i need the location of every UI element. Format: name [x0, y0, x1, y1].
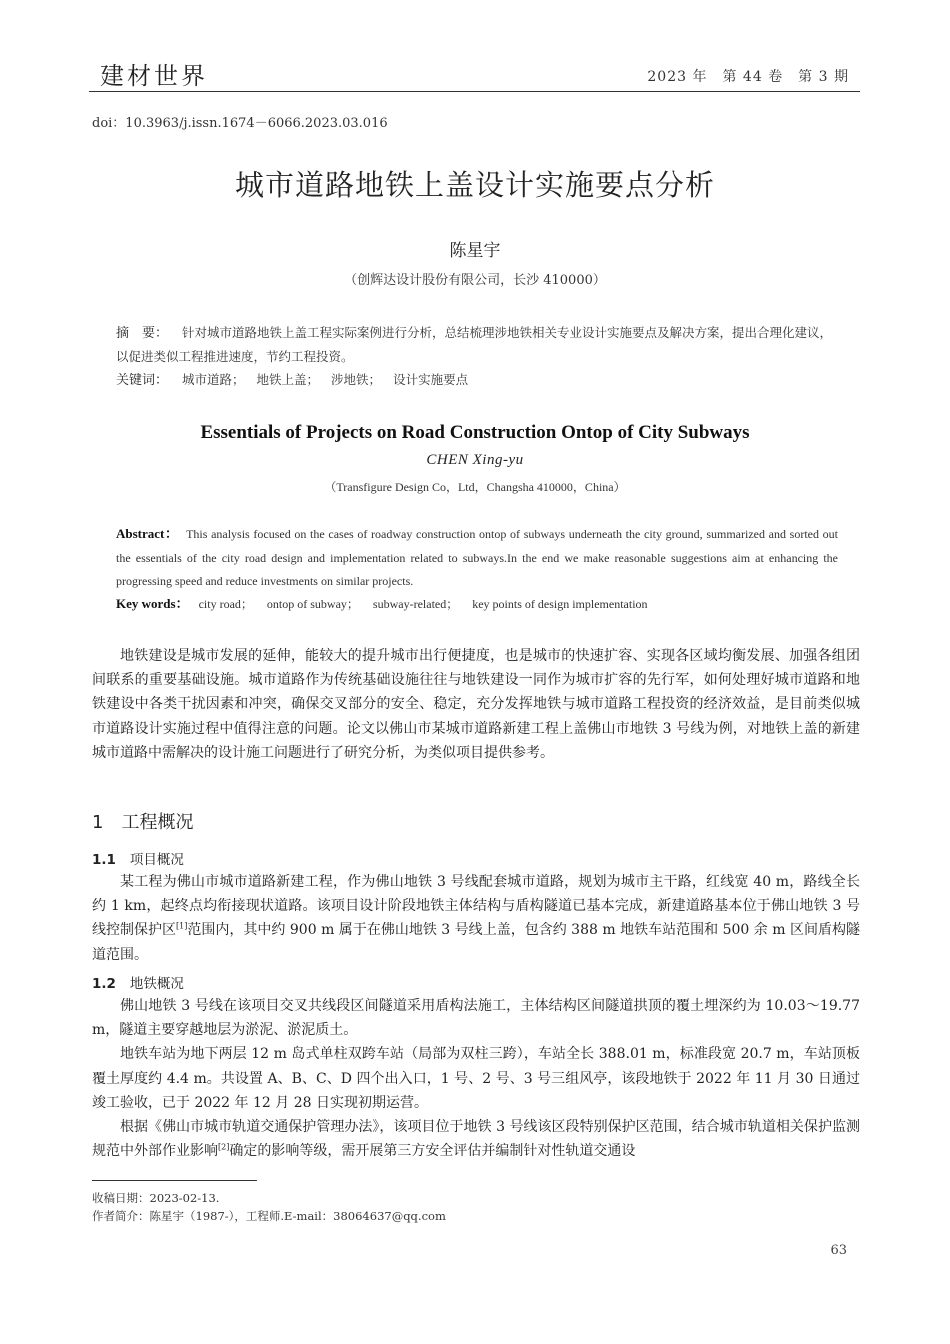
author-en: CHEN Xing-yu	[426, 452, 524, 468]
section-title: 工程概况	[121, 812, 194, 833]
paragraph: 根据《佛山市城市轨道交通保护管理办法》，该项目位于地铁 3 号线该区段特别保护区范围，结合城市轨道相关保护监测规范中外部作业影响[2]确定的影响等级，需开展第三方安全评估并编制针对性轨道交通设	[92, 1119, 860, 1160]
intro-paragraph: 地铁建设是城市发展的延伸，能较大的提升城市出行便捷度，也是城市的快速扩容、实现各区域均衡发展、加强各组团间联系的重要基础设施。城市道路作为传统基础设施往往与地铁建设一同作为城市扩容的先行军，如何处理好城市道路和地铁建设中各类干扰因素和冲突，确保交叉部分的安全、稳定，充分发挥地铁与城市道路工程投资的经济效益，是目前类似城市道路设计实施过程中值得注意的问题。论文以佛山市某城市道路新建工程上盖佛山市地铁 3 号线为例，对地铁上盖的新建城市道路中需解决的设计施工问题进行了研究分析，为类似项目提供参考。	[92, 648, 860, 761]
doi: doi：10.3963/j.issn.1674－6066.2023.03.016	[92, 116, 388, 131]
paragraph-1-1: 某工程为佛山市城市道路新建工程，作为佛山地铁 3 号线配套城市道路，规划为城市主干路，红线宽 40 m，路线全长约 1 km，起终点均衔接现状道路。该项目设计阶段地铁主体结构与盾构隧道已基本完成，新建道路基本位于佛山地铁 3 号线控制保护区[1]范围内，其中约 900 m 属于在佛山地铁 3 号线上盖，包含约 388 m 地铁车站范围和 500 余 m 区间盾构隧道范围。	[92, 874, 860, 963]
subsection-title: 地铁概况	[129, 976, 184, 992]
subsection-number: 1.2	[92, 976, 116, 992]
abstract-cn	[116, 321, 840, 368]
paragraphs-1-2	[92, 994, 860, 1163]
author-cn: 陈星宇	[449, 241, 501, 261]
subsection-title: 项目概况	[129, 852, 184, 868]
page-number: 63	[830, 1243, 847, 1258]
subsection-heading	[92, 848, 184, 868]
keyword-cn: 城市道路；	[182, 372, 245, 387]
keyword-cn: 地铁上盖；	[256, 372, 320, 387]
paragraph: 地铁车站为地下两层 12 m 岛式单柱双跨车站（局部为双柱三跨），车站全长 388.01 m，标准段宽 20.7 m，车站顶板覆土厚度约 4.4 m。共设置 A、B、C、D 四个出入口，1 号、2 号、3 号三组风亭，该段地铁于 2022 年 11 月 30 日通过竣工验收，已于 2022 年 12 月 28 日实现初期运营。	[92, 1046, 860, 1111]
paragraph: 佛山地铁 3 号线在该项目交叉共线段区间隧道采用盾构法施工，主体结构区间隧道拱顶的覆土埋深约为 10.03～19.77 m，隧道主要穿越地层为淤泥、淤泥质土。	[92, 998, 860, 1039]
affiliation-en: （Transfigure Design Co，Ltd，Changsha 410000，China）	[324, 480, 626, 494]
keyword-cn: 设计实施要点	[393, 372, 469, 387]
footnote-author: 作者简介：陈星宇（1987-），工程师.E-mail：38064637@qq.com	[92, 1209, 446, 1223]
subsection-heading	[92, 972, 184, 992]
keyword-en: key points of design implementation	[472, 597, 648, 611]
header-rule	[89, 91, 860, 92]
footnote-rule	[92, 1180, 257, 1181]
citation-ref: [2]	[218, 1142, 230, 1152]
keywords-cn-label: 关键词：	[116, 373, 169, 388]
title-en: Essentials of Projects on Road Construction Ontop of City Subways	[200, 422, 750, 443]
section-number: 1	[92, 812, 104, 833]
abstract-en	[116, 522, 838, 594]
subsection-number: 1.1	[92, 852, 116, 868]
abstract-en-text: This analysis focused on the cases of roadway construction ontop of subways underneath the city ground, summarized and sorted out the essentials of the city road design and implementation related to subways.In the end we make reasonable suggestions aim at enhancing the progressing speed and reduce investments on similar projects.	[116, 527, 838, 588]
citation-ref: [1]	[176, 921, 188, 931]
keyword-en: ontop of subway；	[266, 597, 359, 611]
affiliation-cn: （创辉达设计股份有限公司，长沙 410000）	[344, 273, 606, 288]
keywords-en	[116, 593, 662, 612]
issue-info: 2023 年 第 44 卷 第 3 期	[647, 69, 849, 85]
journal-name: 建材世界	[100, 62, 208, 90]
keyword-en: subway-related；	[372, 597, 459, 611]
footnote-received: 收稿日期：2023-02-13.	[92, 1191, 220, 1205]
keywords-cn	[116, 369, 480, 388]
keyword-en: city road；	[198, 597, 253, 611]
keyword-cn: 涉地铁；	[331, 372, 382, 387]
abstract-cn-label: 摘 要：	[116, 326, 169, 341]
abstract-en-label: Abstract：	[116, 526, 179, 541]
section-heading	[92, 808, 193, 834]
keywords-en-label: Key words：	[116, 596, 189, 611]
title-cn: 城市道路地铁上盖设计实施要点分析	[234, 168, 715, 202]
abstract-cn-text: 针对城市道路地铁上盖工程实际案例进行分析，总结梳理涉地铁相关专业设计实施要点及解决方案，提出合理化建议，以促进类似工程推进速度，节约工程投资。	[116, 325, 833, 364]
